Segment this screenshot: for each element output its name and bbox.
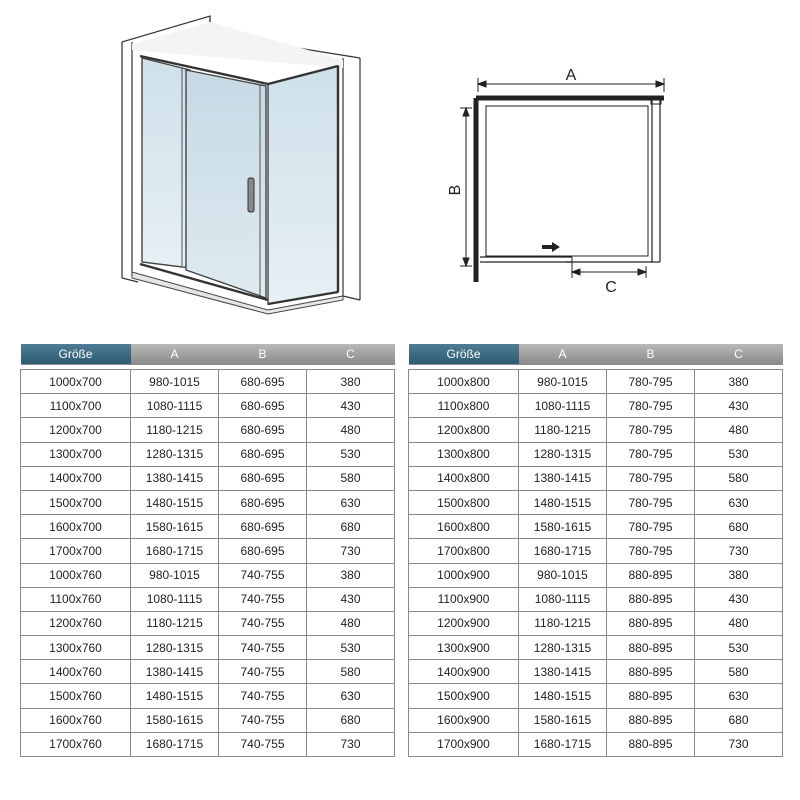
a-cell: 1180-1215 — [131, 418, 219, 442]
a-cell: 1480-1515 — [131, 684, 219, 708]
table-row — [409, 442, 783, 466]
a-cell: 1580-1615 — [519, 708, 607, 732]
dimension-label-a: A — [565, 67, 577, 84]
size-cell: 1500x800 — [409, 490, 519, 514]
size-cell: 1100x800 — [409, 394, 519, 418]
a-cell: 1280-1315 — [519, 442, 607, 466]
size-cell: 1500x760 — [21, 684, 131, 708]
table-row — [409, 636, 783, 660]
a-cell: 1180-1215 — [519, 611, 607, 635]
a-cell: 1080-1115 — [519, 394, 607, 418]
a-cell: 1280-1315 — [519, 636, 607, 660]
c-cell: 630 — [307, 490, 395, 514]
table-row — [409, 563, 783, 587]
c-cell: 730 — [695, 732, 783, 756]
c-cell: 430 — [695, 587, 783, 611]
b-cell: 740-755 — [219, 611, 307, 635]
table-header-row — [409, 344, 783, 365]
a-cell: 1080-1115 — [519, 587, 607, 611]
size-cell: 1700x800 — [409, 539, 519, 563]
size-cell: 1500x900 — [409, 684, 519, 708]
size-cell: 1300x900 — [409, 636, 519, 660]
a-cell: 1280-1315 — [131, 442, 219, 466]
c-cell: 530 — [695, 442, 783, 466]
size-cell: 1000x800 — [409, 370, 519, 394]
size-cell: 1200x700 — [21, 418, 131, 442]
a-cell: 1080-1115 — [131, 587, 219, 611]
b-cell: 880-895 — [607, 708, 695, 732]
a-cell: 1280-1315 — [131, 636, 219, 660]
a-cell: 1680-1715 — [131, 539, 219, 563]
b-header: B — [607, 344, 695, 365]
a-cell: 980-1015 — [131, 563, 219, 587]
b-cell: 740-755 — [219, 708, 307, 732]
b-cell: 880-895 — [607, 611, 695, 635]
c-cell: 680 — [695, 515, 783, 539]
c-cell: 480 — [307, 418, 395, 442]
b-cell: 680-695 — [219, 442, 307, 466]
c-cell: 580 — [695, 660, 783, 684]
a-cell: 1680-1715 — [131, 732, 219, 756]
c-cell: 480 — [695, 611, 783, 635]
size-cell: 1400x700 — [21, 466, 131, 490]
table-row — [21, 539, 395, 563]
a-cell: 980-1015 — [519, 563, 607, 587]
b-cell: 740-755 — [219, 684, 307, 708]
size-cell: 1600x800 — [409, 515, 519, 539]
c-cell: 530 — [307, 442, 395, 466]
size-cell: 1200x900 — [409, 611, 519, 635]
table-row — [409, 732, 783, 756]
b-cell: 680-695 — [219, 394, 307, 418]
b-cell: 740-755 — [219, 732, 307, 756]
c-cell: 630 — [695, 490, 783, 514]
a-cell: 1580-1615 — [131, 515, 219, 539]
table-row — [409, 684, 783, 708]
a-cell: 1380-1415 — [519, 660, 607, 684]
c-cell: 680 — [307, 708, 395, 732]
size-cell: 1400x760 — [21, 660, 131, 684]
table-row — [409, 539, 783, 563]
size-cell: 1100x760 — [21, 587, 131, 611]
table-row — [409, 587, 783, 611]
table-row — [21, 660, 395, 684]
size-cell: 1400x900 — [409, 660, 519, 684]
a-cell: 1080-1115 — [131, 394, 219, 418]
size-cell: 1200x800 — [409, 418, 519, 442]
c-cell: 580 — [695, 466, 783, 490]
table-row — [409, 611, 783, 635]
c-cell: 530 — [695, 636, 783, 660]
a-cell: 1580-1615 — [519, 515, 607, 539]
size-cell: 1200x760 — [21, 611, 131, 635]
b-cell: 880-895 — [607, 636, 695, 660]
b-cell: 780-795 — [607, 370, 695, 394]
size-table-right — [408, 344, 783, 757]
c-cell: 380 — [695, 563, 783, 587]
c-cell: 380 — [307, 563, 395, 587]
table-row — [409, 418, 783, 442]
table-row — [409, 490, 783, 514]
size-cell: 1100x700 — [21, 394, 131, 418]
c-cell: 430 — [307, 394, 395, 418]
size-cell: 1300x760 — [21, 636, 131, 660]
b-cell: 780-795 — [607, 418, 695, 442]
size-cell: 1100x900 — [409, 587, 519, 611]
a-header: A — [519, 344, 607, 365]
dimension-label-b: B — [447, 184, 464, 196]
c-cell: 630 — [307, 684, 395, 708]
size-cell: 1300x700 — [21, 442, 131, 466]
c-cell: 480 — [307, 611, 395, 635]
table-row — [21, 708, 395, 732]
size-cell: 1300x800 — [409, 442, 519, 466]
table-row — [21, 636, 395, 660]
c-cell: 680 — [307, 515, 395, 539]
table-row — [21, 370, 395, 394]
b-cell: 880-895 — [607, 660, 695, 684]
size-header: Größe — [21, 344, 131, 365]
table-row — [21, 490, 395, 514]
table-header-row — [21, 344, 395, 365]
table-row — [409, 370, 783, 394]
size-header: Größe — [409, 344, 519, 365]
table-row — [21, 418, 395, 442]
c-cell: 730 — [695, 539, 783, 563]
b-header: B — [219, 344, 307, 365]
size-cell: 1500x700 — [21, 490, 131, 514]
table-row — [21, 515, 395, 539]
b-cell: 780-795 — [607, 539, 695, 563]
b-cell: 780-795 — [607, 490, 695, 514]
c-cell: 480 — [695, 418, 783, 442]
c-cell: 580 — [307, 466, 395, 490]
a-cell: 1380-1415 — [131, 466, 219, 490]
size-table-left — [20, 344, 395, 757]
b-cell: 680-695 — [219, 539, 307, 563]
b-cell: 680-695 — [219, 370, 307, 394]
table-row — [21, 611, 395, 635]
size-cell: 1000x700 — [21, 370, 131, 394]
table-row — [21, 732, 395, 756]
b-cell: 740-755 — [219, 636, 307, 660]
table-row — [21, 442, 395, 466]
b-cell: 780-795 — [607, 394, 695, 418]
a-cell: 1180-1215 — [131, 611, 219, 635]
a-cell: 980-1015 — [519, 370, 607, 394]
size-cell: 1700x760 — [21, 732, 131, 756]
a-header: A — [131, 344, 219, 365]
b-cell: 780-795 — [607, 442, 695, 466]
b-cell: 880-895 — [607, 587, 695, 611]
a-cell: 1680-1715 — [519, 539, 607, 563]
table-row — [21, 394, 395, 418]
c-cell: 730 — [307, 539, 395, 563]
b-cell: 880-895 — [607, 563, 695, 587]
b-cell: 740-755 — [219, 587, 307, 611]
b-cell: 780-795 — [607, 515, 695, 539]
a-cell: 1480-1515 — [519, 684, 607, 708]
size-cell: 1000x760 — [21, 563, 131, 587]
c-cell: 580 — [307, 660, 395, 684]
table-row — [21, 587, 395, 611]
b-cell: 680-695 — [219, 466, 307, 490]
c-cell: 630 — [695, 684, 783, 708]
b-cell: 880-895 — [607, 732, 695, 756]
table-row — [409, 466, 783, 490]
table-row — [21, 563, 395, 587]
c-cell: 380 — [307, 370, 395, 394]
c-cell: 730 — [307, 732, 395, 756]
b-cell: 780-795 — [607, 466, 695, 490]
a-cell: 1180-1215 — [519, 418, 607, 442]
c-cell: 530 — [307, 636, 395, 660]
c-cell: 380 — [695, 370, 783, 394]
a-cell: 1580-1615 — [131, 708, 219, 732]
size-cell: 1600x700 — [21, 515, 131, 539]
a-cell: 1380-1415 — [131, 660, 219, 684]
table-row — [409, 708, 783, 732]
top-view-dimension-diagram — [0, 0, 800, 330]
b-cell: 680-695 — [219, 490, 307, 514]
b-cell: 740-755 — [219, 660, 307, 684]
size-cell: 1700x900 — [409, 732, 519, 756]
size-cell: 1600x900 — [409, 708, 519, 732]
table-row — [21, 466, 395, 490]
c-header: C — [695, 344, 783, 365]
size-cell: 1700x700 — [21, 539, 131, 563]
b-cell: 740-755 — [219, 563, 307, 587]
a-cell: 1480-1515 — [519, 490, 607, 514]
slide-direction-arrow-icon — [542, 242, 560, 252]
table-row — [21, 684, 395, 708]
b-cell: 680-695 — [219, 515, 307, 539]
table-row — [409, 394, 783, 418]
a-cell: 1480-1515 — [131, 490, 219, 514]
a-cell: 1680-1715 — [519, 732, 607, 756]
b-cell: 680-695 — [219, 418, 307, 442]
table-row — [409, 515, 783, 539]
dimension-label-c: C — [605, 279, 617, 296]
size-cell: 1000x900 — [409, 563, 519, 587]
size-cell: 1400x800 — [409, 466, 519, 490]
b-cell: 880-895 — [607, 684, 695, 708]
a-cell: 980-1015 — [131, 370, 219, 394]
c-cell: 680 — [695, 708, 783, 732]
c-cell: 430 — [307, 587, 395, 611]
table-row — [409, 660, 783, 684]
c-cell: 430 — [695, 394, 783, 418]
a-cell: 1380-1415 — [519, 466, 607, 490]
c-header: C — [307, 344, 395, 365]
size-cell: 1600x760 — [21, 708, 131, 732]
